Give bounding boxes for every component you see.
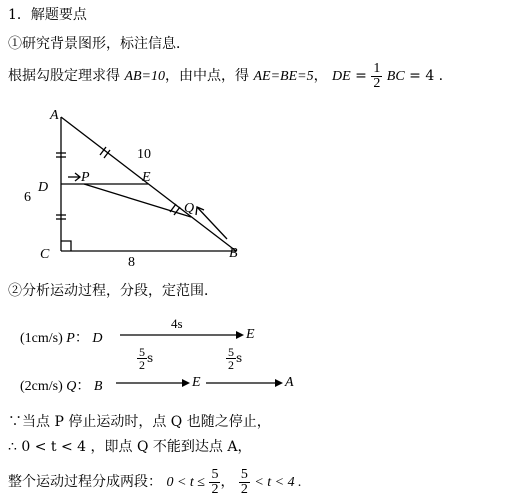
reason-1: ∵当点 P 停止运动时，点 Q 也随之停止， bbox=[8, 414, 271, 430]
label-e: E bbox=[142, 170, 151, 185]
q-time-1-num: 5 bbox=[139, 345, 145, 359]
calc-aebe: AE=BE=5 bbox=[253, 69, 314, 84]
p-colon: ： bbox=[74, 331, 89, 346]
final-range2: < t < 4 . bbox=[254, 475, 302, 490]
final-frac-1-num: 5 bbox=[211, 466, 219, 482]
q-time-2-den: 2 bbox=[228, 358, 234, 372]
q-colon: ： bbox=[76, 379, 91, 394]
right-angle-mark bbox=[61, 241, 71, 251]
label-p: P bbox=[81, 170, 90, 185]
final-range1: 0 < t ≤ bbox=[166, 475, 205, 490]
final-frac-1-den: 2 bbox=[211, 481, 219, 497]
final-sep: ， bbox=[220, 474, 235, 490]
calc-eq2: = 4 . bbox=[409, 68, 444, 84]
calc-eq1: = bbox=[355, 68, 367, 84]
q-mid: E bbox=[192, 375, 201, 390]
p-start: D bbox=[92, 331, 103, 346]
q-end: A bbox=[285, 375, 294, 390]
label-c: C bbox=[40, 247, 50, 262]
q-time-1-unit: s bbox=[147, 351, 154, 365]
calc-de: DE bbox=[332, 69, 351, 84]
calc-bc: BC bbox=[386, 69, 405, 84]
length-ab: 10 bbox=[137, 147, 151, 162]
segment-pq bbox=[84, 184, 191, 217]
q-time-1 bbox=[137, 346, 153, 371]
motion-q-row bbox=[20, 375, 102, 395]
calc-pre: 根据勾股定理求得 bbox=[8, 68, 120, 84]
calc-sep: ， bbox=[313, 68, 328, 84]
final-frac-2-num: 5 bbox=[240, 466, 248, 482]
q-speed: (2cm/s) bbox=[20, 379, 63, 394]
heading: 1．解题要点 bbox=[8, 7, 87, 23]
final-frac-2-den: 2 bbox=[240, 481, 248, 497]
final-frac-2 bbox=[239, 468, 250, 497]
step1-text: ①研究背景图形，标注信息． bbox=[8, 36, 190, 52]
final-line bbox=[8, 464, 302, 500]
q-time-2 bbox=[226, 346, 242, 371]
arrow-q-shaft bbox=[197, 207, 227, 239]
p-speed: (1cm/s) bbox=[20, 331, 63, 346]
motion-p-row bbox=[20, 327, 102, 347]
length-ac: 6 bbox=[24, 190, 31, 205]
calc-ab: AB=10 bbox=[124, 69, 166, 84]
calc-half-num: 1 bbox=[373, 60, 381, 76]
calc-mid: ，由中点，得 bbox=[165, 68, 250, 84]
reason-2: ∴ 0 < t < 4 ，即点 Q 不能到达点 A， bbox=[8, 439, 252, 455]
calc-half-den: 2 bbox=[373, 75, 381, 91]
p-time: 4s bbox=[171, 316, 183, 331]
p-name: P bbox=[66, 331, 75, 346]
q-time-2-num: 5 bbox=[228, 345, 234, 359]
final-frac-1 bbox=[209, 468, 220, 497]
q-time-1-den: 2 bbox=[139, 358, 145, 372]
q-name: Q bbox=[66, 379, 77, 394]
q-time-2-unit: s bbox=[236, 351, 243, 365]
label-a: A bbox=[50, 108, 59, 123]
p-end: E bbox=[246, 327, 255, 342]
final-pre: 整个运动过程分成两段： bbox=[8, 474, 162, 490]
label-q: Q bbox=[184, 201, 195, 216]
length-cb: 8 bbox=[128, 255, 135, 270]
label-b: B bbox=[229, 246, 238, 261]
step2-text: ②分析运动过程，分段，定范围． bbox=[8, 283, 218, 299]
label-d: D bbox=[38, 180, 49, 195]
q-start: B bbox=[93, 379, 103, 394]
